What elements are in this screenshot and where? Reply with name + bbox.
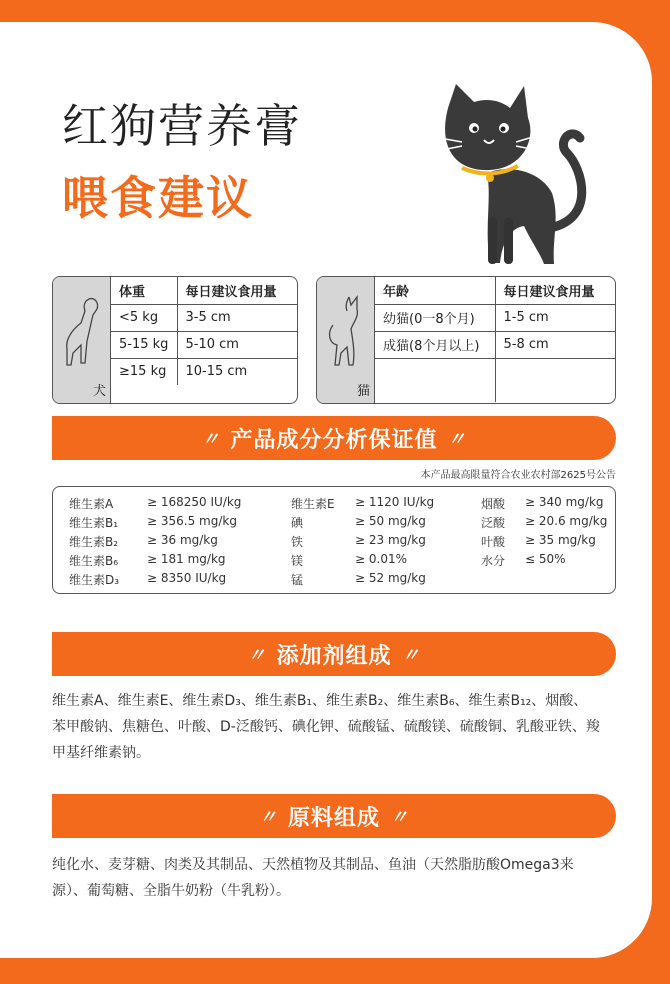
cat-silhouette-icon xyxy=(323,293,369,373)
section-title: 添加剂组成 xyxy=(276,643,392,669)
section-banner-additives xyxy=(52,632,616,676)
nutrient-name: 铁 xyxy=(291,535,304,549)
quote-mark: 〃 xyxy=(258,807,278,828)
nutrient-name: 维生素B₆ xyxy=(69,554,119,568)
table-cell: 幼猫(0一8个月) xyxy=(375,304,495,331)
section-banner-analysis xyxy=(52,416,616,460)
cat-label: 猫 xyxy=(356,384,370,399)
table-cell: 5-15 kg xyxy=(111,331,177,358)
cat-side-panel xyxy=(317,277,375,403)
nutrient-value: ≥ 340 mg/kg xyxy=(525,495,604,509)
nutrient-name: 碘 xyxy=(291,516,304,530)
section-banner-ingredients xyxy=(52,794,616,838)
dog-silhouette-icon xyxy=(59,293,105,373)
nutrient-name: 维生素E xyxy=(291,497,335,511)
table-cell: 成猫(8个月以上) xyxy=(375,331,495,358)
section-title: 产品成分分析保证值 xyxy=(230,427,438,453)
dog-header-amount: 每日建议食用量 xyxy=(177,277,297,304)
dog-header-weight: 体重 xyxy=(111,277,177,304)
dog-side-panel xyxy=(53,277,111,403)
nutrient-name: 水分 xyxy=(481,554,506,568)
table-cell: <5 kg xyxy=(111,304,177,331)
cat-feeding-table xyxy=(316,276,616,404)
table-cell: ≥15 kg xyxy=(119,364,167,380)
nutrient-name: 烟酸 xyxy=(481,497,506,511)
nutrient-name: 锰 xyxy=(291,573,304,587)
nutrient-value: ≥ 36 mg/kg xyxy=(147,533,218,547)
nutrient-name: 维生素D₃ xyxy=(69,573,120,587)
table-cell xyxy=(495,358,615,402)
content-card xyxy=(0,22,652,958)
table-cell xyxy=(375,358,495,402)
table-cell: 10-15 cm xyxy=(177,358,297,385)
nutrient-value: ≥ 50 mg/kg xyxy=(355,514,426,528)
nutrient-name: 维生素B₂ xyxy=(69,535,119,549)
additives-text: 维生素A、维生素E、维生素D₃、维生素B₁、维生素B₂、维生素B₆、维生素B₁₂、烟酸、苯甲酸钠、焦糖色、叶酸、D-泛酸钙、碘化钾、硫酸锰、硫酸镁、硫酸铜、乳酸亚铁、羧甲基纤维素钠。 xyxy=(52,693,600,761)
nutrient-name: 维生素A xyxy=(69,497,114,511)
regulation-note: 本产品最高限量符合农业农村部2625号公告 xyxy=(420,470,616,481)
quote-mark: 〃 xyxy=(447,429,467,450)
nutrient-value: ≥ 8350 IU/kg xyxy=(147,571,227,585)
table-cell: 5-8 cm xyxy=(495,331,615,358)
cat-header-amount: 每日建议食用量 xyxy=(495,277,615,304)
dog-label: 犬 xyxy=(92,384,106,399)
cat-table-grid xyxy=(375,277,615,402)
nutrient-value: ≤ 50% xyxy=(525,552,566,566)
quote-mark: 〃 xyxy=(390,807,409,828)
page-title: 红狗营养膏 xyxy=(62,99,302,153)
quote-mark: 〃 xyxy=(201,429,221,450)
table-cell: 5-10 cm xyxy=(177,331,297,358)
cat-illustration-icon xyxy=(432,78,602,278)
nutrient-value: ≥ 52 mg/kg xyxy=(355,571,426,585)
nutrient-value: ≥ 168250 IU/kg xyxy=(147,495,242,509)
cat-header-age: 年龄 xyxy=(375,277,495,304)
nutrient-value: ≥ 23 mg/kg xyxy=(355,533,426,547)
nutrient-value: ≥ 1120 IU/kg xyxy=(355,495,435,509)
nutrient-name: 叶酸 xyxy=(481,535,506,549)
ingredients-text: 纯化水、麦芽糖、肉类及其制品、天然植物及其制品、鱼油（天然脂肪酸Omega3来源）、葡萄糖、全脂牛奶粉（牛乳粉）。 xyxy=(52,857,574,899)
section-title: 原料组成 xyxy=(287,805,380,831)
nutrient-name: 镁 xyxy=(291,554,304,568)
nutrient-table xyxy=(52,486,616,594)
table-cell: 3-5 cm xyxy=(177,304,297,331)
nutrient-value: ≥ 356.5 mg/kg xyxy=(147,514,237,528)
quote-mark: 〃 xyxy=(401,645,421,666)
nutrient-value: ≥ 20.6 mg/kg xyxy=(525,514,608,528)
dog-table-grid xyxy=(111,277,297,385)
quote-mark: 〃 xyxy=(247,645,267,666)
nutrient-name: 泛酸 xyxy=(481,516,506,530)
nutrient-value: ≥ 181 mg/kg xyxy=(147,552,226,566)
dog-feeding-table xyxy=(52,276,298,404)
nutrient-value: ≥ 35 mg/kg xyxy=(525,533,596,547)
table-cell: 1-5 cm xyxy=(495,304,615,331)
page-subtitle: 喂食建议 xyxy=(62,171,254,225)
nutrient-value: ≥ 0.01% xyxy=(355,552,407,566)
nutrient-name: 维生素B₁ xyxy=(69,516,119,530)
